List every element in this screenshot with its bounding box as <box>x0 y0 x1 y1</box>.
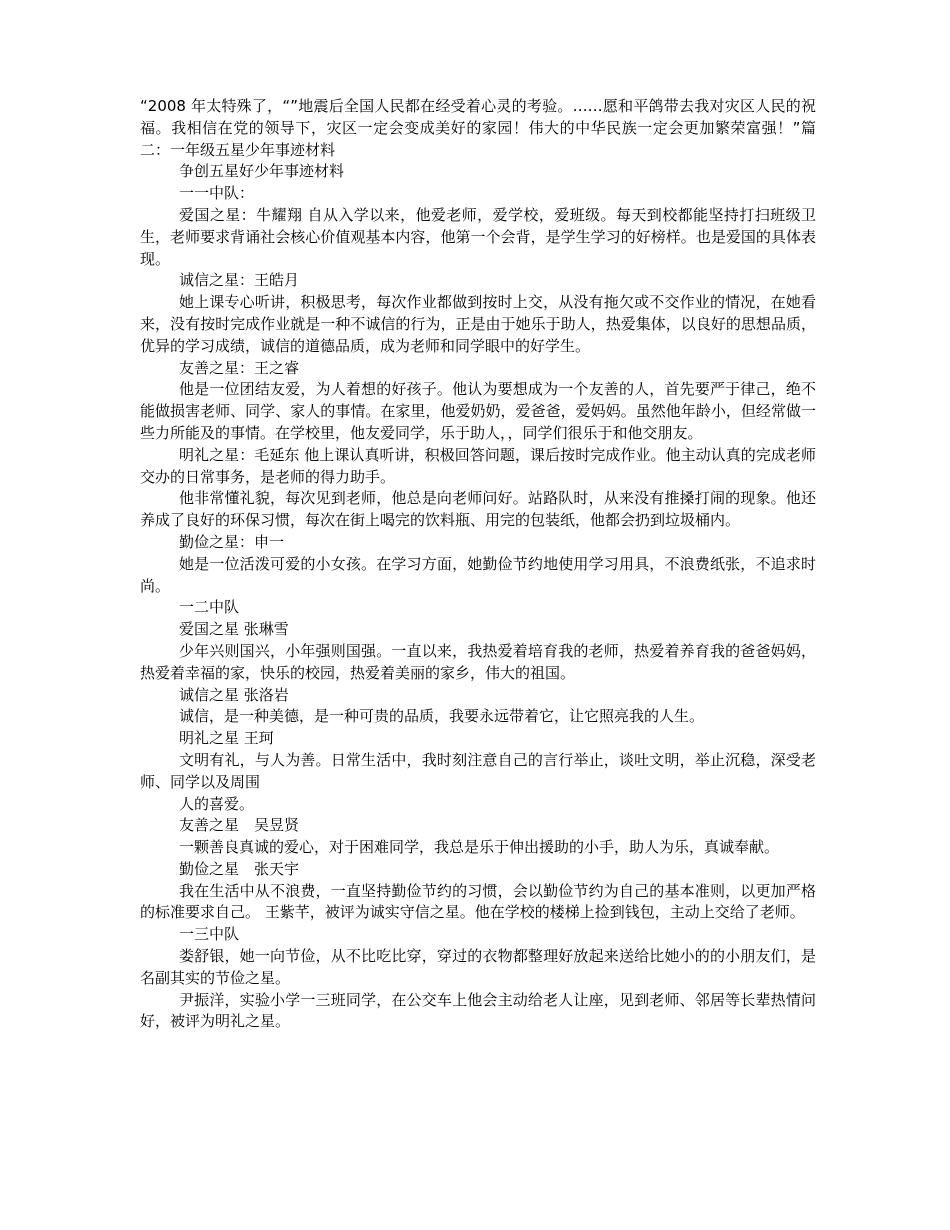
star-heading: 勤俭之星：申一 <box>179 532 285 551</box>
paragraph: 他是一位团结友爱，为人着想的好孩子。他认为要想成为一个友善的人，首先要严于律己，绝不能做损害老师、同学、家人的事情。在家里，他爱奶奶，爱爸爸，爱妈妈。虽然他年龄小，但经常做一些力所能及的事情。在学校里，他友爱同学，乐于助人，，同学们很乐于和他交朋友。 <box>140 380 816 442</box>
star-heading: 明礼之星 王珂 <box>179 729 274 748</box>
paragraph: 一颗善良真诚的爱心，对于困难同学，我总是乐于伸出援助的小手，助人为乐，真诚奉献。 <box>179 838 780 857</box>
star-heading: 友善之星 吴昱贤 <box>179 816 300 835</box>
paragraph: 文明有礼，与人为善。日常生活中，我时刻注意自己的言行举止，谈吐文明，举止沉稳，深受老师、同学以及周围 <box>140 750 816 791</box>
star-heading: 诚信之星：王皓月 <box>179 271 300 290</box>
paragraph: 明礼之星：毛延东 他上课认真听讲，积极回答问题，课后按时完成作业。他主动认真的完成老师交办的日常事务，是老师的得力助手。 <box>140 445 816 486</box>
paragraph: 他非常懂礼貌，每次见到老师，他总是向老师问好。站路队时，从来没有推搡打闹的现象。他还养成了良好的环保习惯，每次在街上喝完的饮料瓶、用完的包装纸，他都会扔到垃圾桶内。 <box>140 489 816 530</box>
paragraph: 我在生活中从不浪费，一直坚持勤俭节约的习惯，会以勤俭节约为自己的基本准则，以更加严格的标准要求自己。 王紫芊，被评为诚实守信之星。他在学校的楼梯上捡到钱包，主动上交给了老师。 <box>140 881 816 922</box>
paragraph: 人的喜爱。 <box>179 794 255 813</box>
section-heading: 一一中队： <box>179 184 255 203</box>
star-heading: 爱国之星 张琳雪 <box>179 620 289 639</box>
paragraph: “2008 年太特殊了，“”地震后全国人民都在经受着心灵的考验。……愿和平鸽带去我对灾区人民的祝福。我相信在党的领导下，灾区一定会变成美好的家园！伟大的中华民族一定会更加繁荣富强！”篇二：一年级五星少年事迹材料 <box>140 97 816 159</box>
paragraph: 少年兴则国兴，小年强则国强。一直以来，我热爱着培育我的老师，热爱着养育我的爸爸妈妈，热爱着幸福的家，快乐的校园，热爱着美丽的家乡，伟大的祖国。 <box>140 641 816 682</box>
paragraph: 尹振洋，实验小学一三班同学，在公交车上他会主动给老人让座，见到老师、邻居等长辈热情问好，被评为明礼之星。 <box>140 990 816 1031</box>
star-heading: 友善之星：王之睿 <box>179 358 300 377</box>
paragraph: 娄舒银，她一向节俭，从不比吃比穿，穿过的衣物都整理好放起来送给比她小的的小朋友们，是名副其实的节俭之星。 <box>140 947 816 987</box>
document-page <box>140 96 816 1033</box>
paragraph: 诚信，是一种美德，是一种可贵的品质，我要永远带着它，让它照亮我的人生。 <box>179 707 705 726</box>
paragraph: 她上课专心听讲，积极思考，每次作业都做到按时上交，从没有拖欠或不交作业的情况，在她看来，没有按时完成作业就是一种不诚信的行为，正是由于她乐于助人，热爱集体，以良好的思想品质，优异的学习成绩，诚信的道德品质，成为老师和同学眼中的好学生。 <box>140 293 816 355</box>
paragraph: 她是一位活泼可爱的小女孩。在学习方面，她勤俭节约地使用学习用具，不浪费纸张，不追求时尚。 <box>140 554 816 595</box>
paragraph: 爱国之星：牛耀翔 自从入学以来，他爱老师，爱学校，爱班级。每天到校都能坚持打扫班级卫生，老师要求背诵社会核心价值观基本内容，他第一个会背，是学生学习的好榜样。也是爱国的具体表现。 <box>140 205 816 268</box>
section-heading: 一三中队 <box>179 925 240 944</box>
section-heading: 一二中队 <box>179 598 240 617</box>
star-heading: 诚信之星 张洛岩 <box>179 685 289 704</box>
star-heading: 勤俭之星 张天宇 <box>179 859 300 878</box>
paragraph: 争创五星好少年事迹材料 <box>179 162 345 181</box>
